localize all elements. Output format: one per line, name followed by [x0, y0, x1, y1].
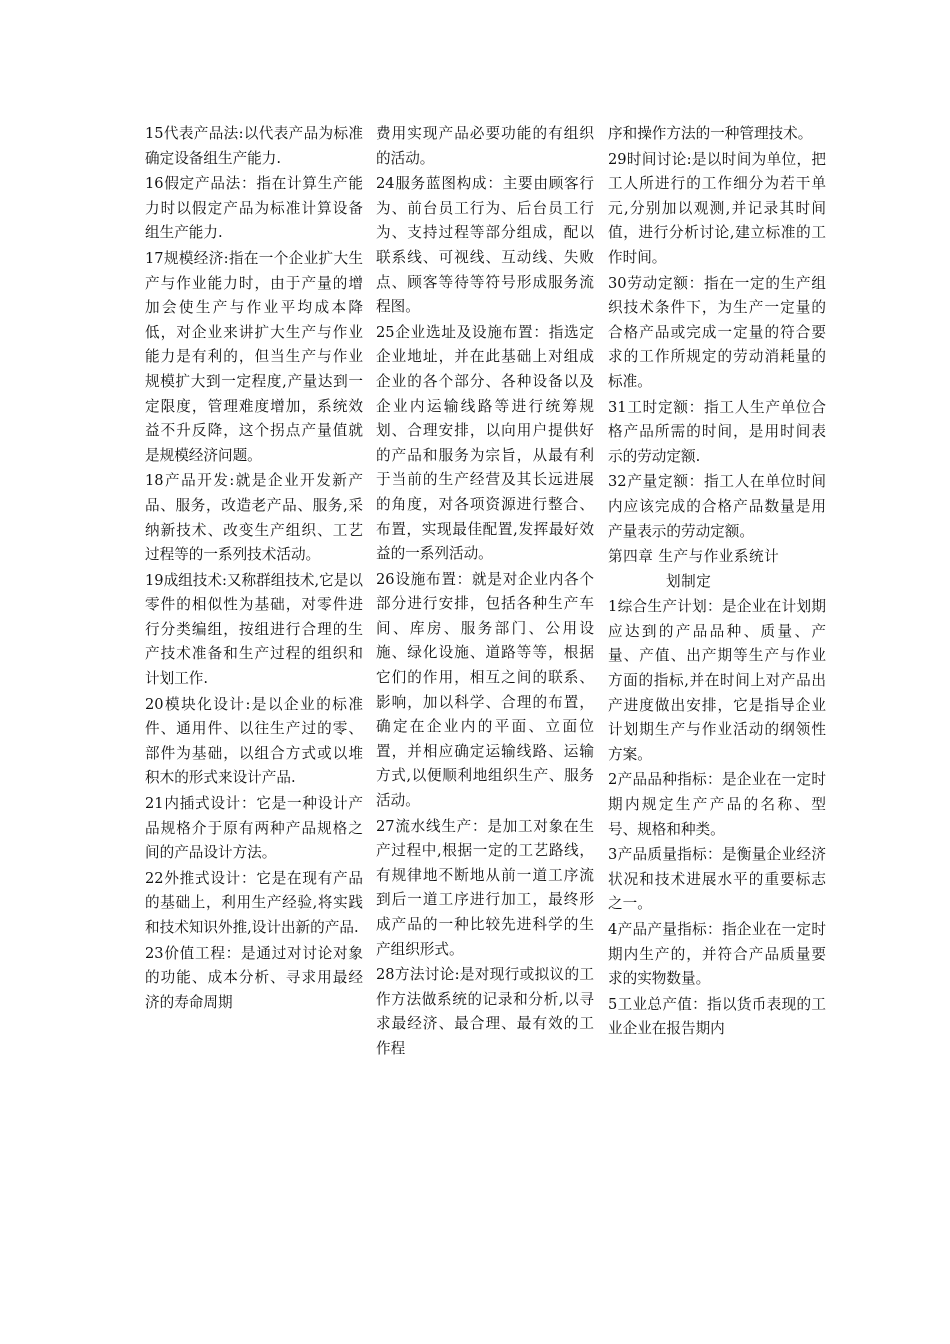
- paragraph: 5工业总产值：指以货币表现的工业企业在报告期内: [608, 995, 826, 1038]
- paragraph: 3产品质量指标：是衡量企业经济状况和技术进展水平的重要标志之一。: [608, 846, 826, 913]
- paragraph: 23价值工程：是通过对讨论对象的功能、成本分析、寻求用最经济的寿命周期: [145, 944, 363, 1011]
- paragraph: 2产品品种指标：是企业在一定时期内规定生产产品的名称、型号、规格和种类。: [608, 771, 826, 838]
- paragraph: 26设施布置：就是对企业内各个部分进行安排，包括各种生产车间、库房、服务部门、公用设施、绿化设施、道路等等，根据它们的作用，相互之间的联系、影响，加以科学、合理的布置，确定在企业内的平面、立面位置，并相应确定运输线路、运输方式,以便顺利地组织生产、服务活动。: [376, 570, 594, 810]
- paragraph: 18产品开发:就是企业开发新产品、服务，改造老产品、服务,采纳新技术、改变生产组织、工艺过程等的一系列技术活动。: [145, 472, 363, 564]
- paragraph: 27流水线生产：是加工对象在生产过程中,根据一定的工艺路线，有规律地不断地从前一道工序流到后一道工序进行加工，最终形成产品的一种比较先进科学的生产组织形式。: [376, 817, 594, 958]
- paragraph: 31工时定额：指工人生产单位合格产品所需的时间，是用时间表示的劳动定额.: [608, 398, 826, 465]
- paragraph: 32产量定额：指工人在单位时间内应该完成的合格产品数量是用产量表示的劳动定额。: [608, 473, 826, 540]
- paragraph: 17规模经济:指在一个企业扩大生产与作业能力时，由于产量的增加会使生产与作业平均成本降低，对企业来讲扩大生产与作业能力是有利的，但当生产与作业规模扩大到一定程度,产量达到一定限度，管理难度增加，系统效益不升反降，这个拐点产量值就是规模经济问题。: [145, 249, 363, 464]
- paragraph: 4产品产量指标：指企业在一定时期内生产的，并符合产品质量要求的实物数量。: [608, 921, 826, 988]
- paragraph: 16假定产品法：指在计算生产能力时以假定产品为标准计算设备组生产能力.: [145, 175, 363, 242]
- paragraph: 序和操作方法的一种管理技术。: [608, 125, 813, 142]
- paragraph: 15代表产品法:以代表产品为标准确定设备组生产能力.: [145, 125, 363, 167]
- paragraph: 20模块化设计:是以企业的标准件、通用件、以往生产过的零、部件为基础，以组合方式或以堆积木的形式来设计产品.: [145, 695, 363, 787]
- chapter-heading-line1: 第四章 生产与作业系统计: [608, 548, 780, 566]
- text-column-2: [376, 122, 594, 1063]
- paragraph: 28方法讨论:是对现行或拟议的工作方法做系统的记录和分析,以寻求最经济、最合理、最有效的工作程: [376, 966, 594, 1057]
- paragraph: 24服务蓝图构成：主要由顾客行为、前台员工行为、后台员工行为、支持过程等部分组成，配以联系线、可视线、互动线、失败点、顾客等待等符号形成服务流程图。: [376, 175, 594, 316]
- chapter-heading-line2: 划制定: [666, 572, 712, 590]
- paragraph: 29时间讨论:是以时间为单位，把工人所进行的工作细分为若干单元,分别加以观测,并记录其时间值，进行分析讨论,建立标准的工作时间。: [608, 150, 826, 266]
- text-column-3: [608, 122, 826, 1043]
- paragraph: 25企业选址及设施布置：指选定企业地址，并在此基础上对组成企业的各个部分、各种设备以及企业内运输线路等进行统筹规划、合理安排，以向用户提供好的产品和服务为宗旨，从最有利于当前的生产经营及其长远进展的角度，对各项资源进行整合、布置，实现最佳配置,发挥最好效益的一系列活动。: [376, 323, 594, 563]
- paragraph: 费用实现产品必要功能的有组织的活动。: [376, 125, 594, 167]
- paragraph: 1综合生产计划：是企业在计划期应达到的产品品种、质量、产量、产值、出产期等生产与作业方面的指标,并在时间上对产品出产进度做出安排，它是指导企业计划期生产与作业活动的纲领性方案。: [608, 598, 826, 763]
- chapter-heading: [608, 545, 826, 594]
- text-column-1: [145, 122, 363, 1016]
- paragraph: 19成组技术:又称群组技术,它是以零件的相似性为基础，对零件进行分类编组，按组进行合理的生产技术准备和生产过程的组织和计划工作.: [145, 571, 363, 688]
- paragraph: 21内插式设计：它是一种设计产品规格介于原有两种产品规格之间的产品设计方法。: [145, 795, 363, 862]
- paragraph: 30劳动定额：指在一定的生产组织技术条件下，为生产一定量的合格产品或完成一定量的符合要求的工作所规定的劳动消耗量的标准。: [608, 274, 826, 390]
- paragraph: 22外推式设计：它是在现有产品的基础上，利用生产经验,将实践和技术知识外推,设计出新的产品.: [145, 869, 363, 936]
